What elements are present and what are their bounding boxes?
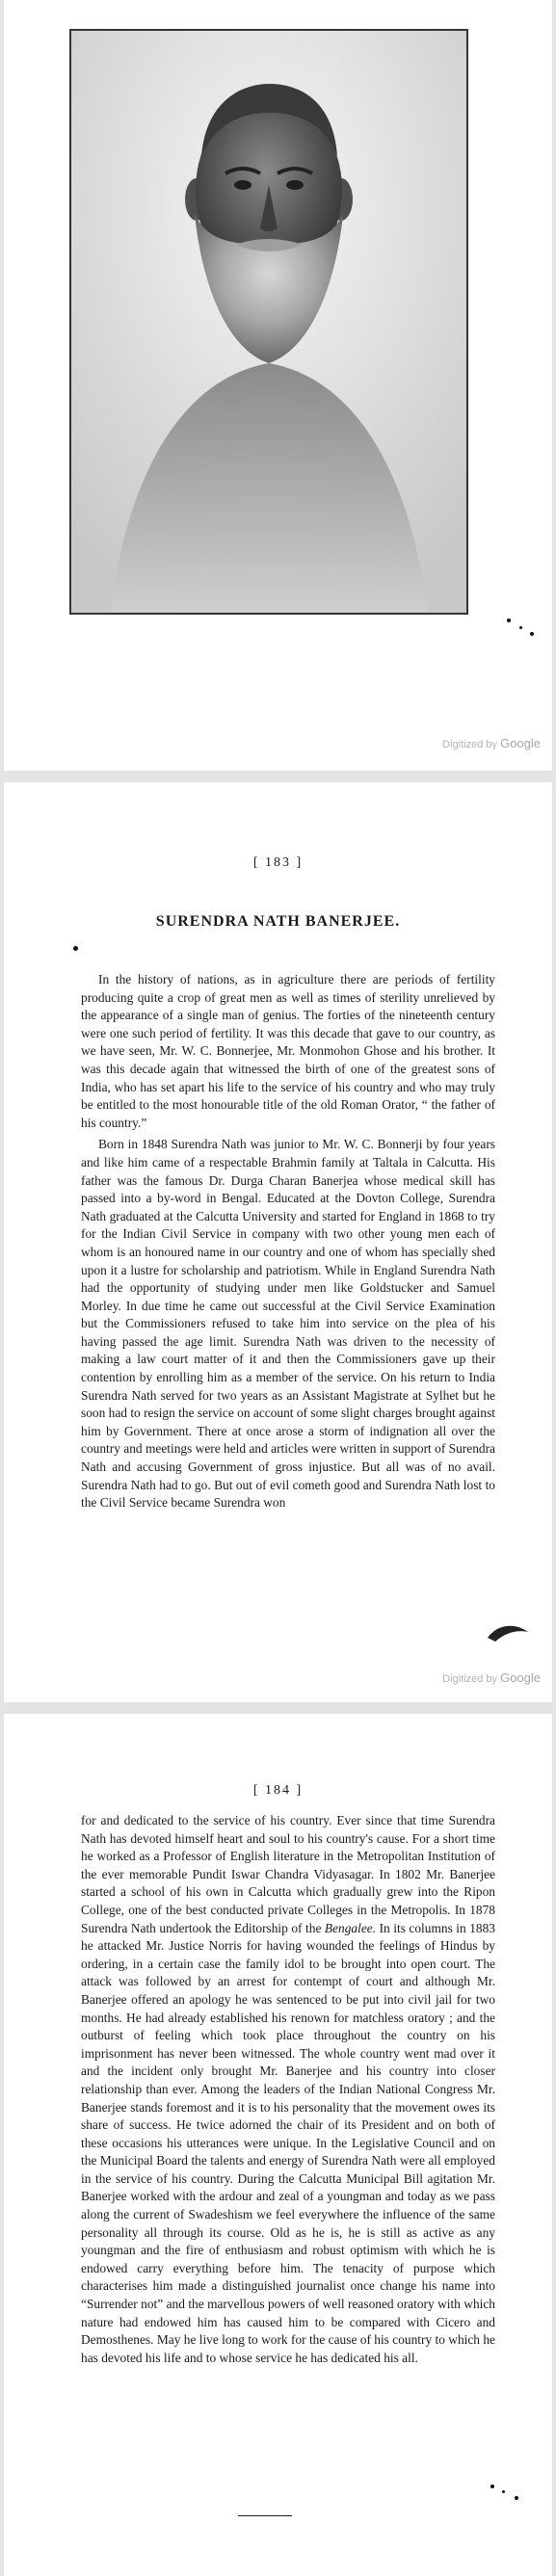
page-corner-blot [486, 1620, 532, 1643]
paragraph: for and dedicated to the service of his country. Ever since that time Surendra Nath has devoted himself heart and soul to his country's cause. For a short time he worked as a Professor of English literature in the Metropolitan Institution of the ever memorable Pundit Iswar Chandra Vidyasagar. In 1802 Mr. Banerjee started a school of his own in Calcutta which gradually grew into the Ripon College, one of the best conducted private Colleges in the Metropolis. In 1878 Surendra Nath undertook the Editorship of the Bengalee. In its columns in 1883 he attacked Mr. Justice Norris for having wounded the feelings of Hindus by ordering, in a certain case the family idol to be brought into open court. The attack was followed by an arrest for contempt of court and although Mr. Banerjee offered an apology he was sentenced to be put into civil jail for two months. He had already established his renown for matchless oratory ; and the outburst of feeling which took place throughout the country on his imprisonment has never been witnessed. The whole country went mad over it and the incident only brought Mr. Banerjee and his country into closer relationship than ever. Among the leaders of the Indian National Congress Mr. Banerjee stands foremost and it is to his personality that the movement owes its share of success. He twice adorned the chair of its President and on both of these occasions his utterances were unique. In the Legislative Council and on the Municipal Board the talents and energy of Surendra Nath were all employed in the service of his country. During the Calcutta Municipal Bill agitation Mr. Banerjee worked with the ardour and zeal of a youngman and today as we pass along the current of Swadeshism we feel everywhere the influence of the same personality all through its course. Old as he is, he is still as active as any youngman and the fire of enthusiasm and robust optimism with which he is endowed carry everything before him. The tenacity of purpose which characterises him made a distinguished journalist once change his name into “Surrender not” and the marvellous powers of well reasoned oratory with which nature had endowed him has caused him to be compared with Cicero and Demosthenes. May he live long to work for the cause of his country to which he has devoted his life and to whose service he has dedicated his all. [81, 1813, 496, 2365]
ink-speck [73, 946, 78, 951]
text-page-184 [4, 1714, 552, 2576]
chapter-heading: SURENDRA NATH BANERJEE. [155, 913, 401, 930]
newspaper-title: Bengalee. [324, 1920, 377, 1935]
article-body [81, 971, 495, 1512]
paragraph: In the history of nations, as in agriculture there are periods of fertility producing quite a crop of great men as well as times of sterility unrelieved by the appearance of a single man of genius. The forties of the nineteenth century were one such period of fertility. It was this decade that gave to our country, as we have seen, Mr. W. C. Bonnerjee, Mr. Monmohon Ghose and his brother. It was this decade again that witnessed the birth of one of the greatest sons of India, who has set apart his life to the service of his country and who may truly be entitled to the most honourable title of the old Roman Orator, “ the father of his country.” [81, 972, 495, 1130]
page-specks [4, 1714, 552, 2576]
page-number: [ 184 ] [252, 1783, 304, 1798]
digitized-by-google-watermark: Digitized by Google [442, 736, 541, 750]
portrait-page [4, 0, 552, 771]
paragraph: Born in 1848 Surendra Nath was junior to Mr. W. C. Bonnerji by four years and like him came of a respectable Brahmin family at Taltala in Calcutta. His father was the famous Dr. Durga Charan Banerjea whose medical skill has passed into a by-word in Bengal. Educated at the Dovton College, Surendra Nath graduated at the Calcutta University and started for England in 1868 to try for the Indian Civil Service in company with two other young men each of whom is an honoured name in our country and one of whom has specially shed upon it a lustre for scholarship and patriotism. While in England Surendra Nath had the opportunity of studying under men like Goldstucker and Samuel Morley. In due time he came out successful at the Civil Service Examination but the Commissioners refused to take him into service on the plea of his having passed the age limit. Surendra Nath was driven to the necessity of making a law court matter of it and then the Commissioners gave up their contention by enrolling him as a member of the service. On his return to India Surendra Nath served for two years as an Assistant Magistrate at Sylhet but he soon had to resign the service on account of some slight charges brought against him by Government. There at once arose a storm of indignation all over the country and meetings were held and articles were written in support of Surendra Nath and accusing Government of gross injustice. But all was of no avail. Surendra Nath had to go. But out of evil cometh good and Surendra Nath lost to the Civil Service became Surendra won [81, 1137, 496, 1511]
text-page-183 [4, 782, 552, 1702]
page-number: [ 183 ] [252, 855, 304, 870]
page-specks [4, 0, 552, 771]
digitized-by-google-watermark: Digitized by Google [442, 1670, 541, 1685]
